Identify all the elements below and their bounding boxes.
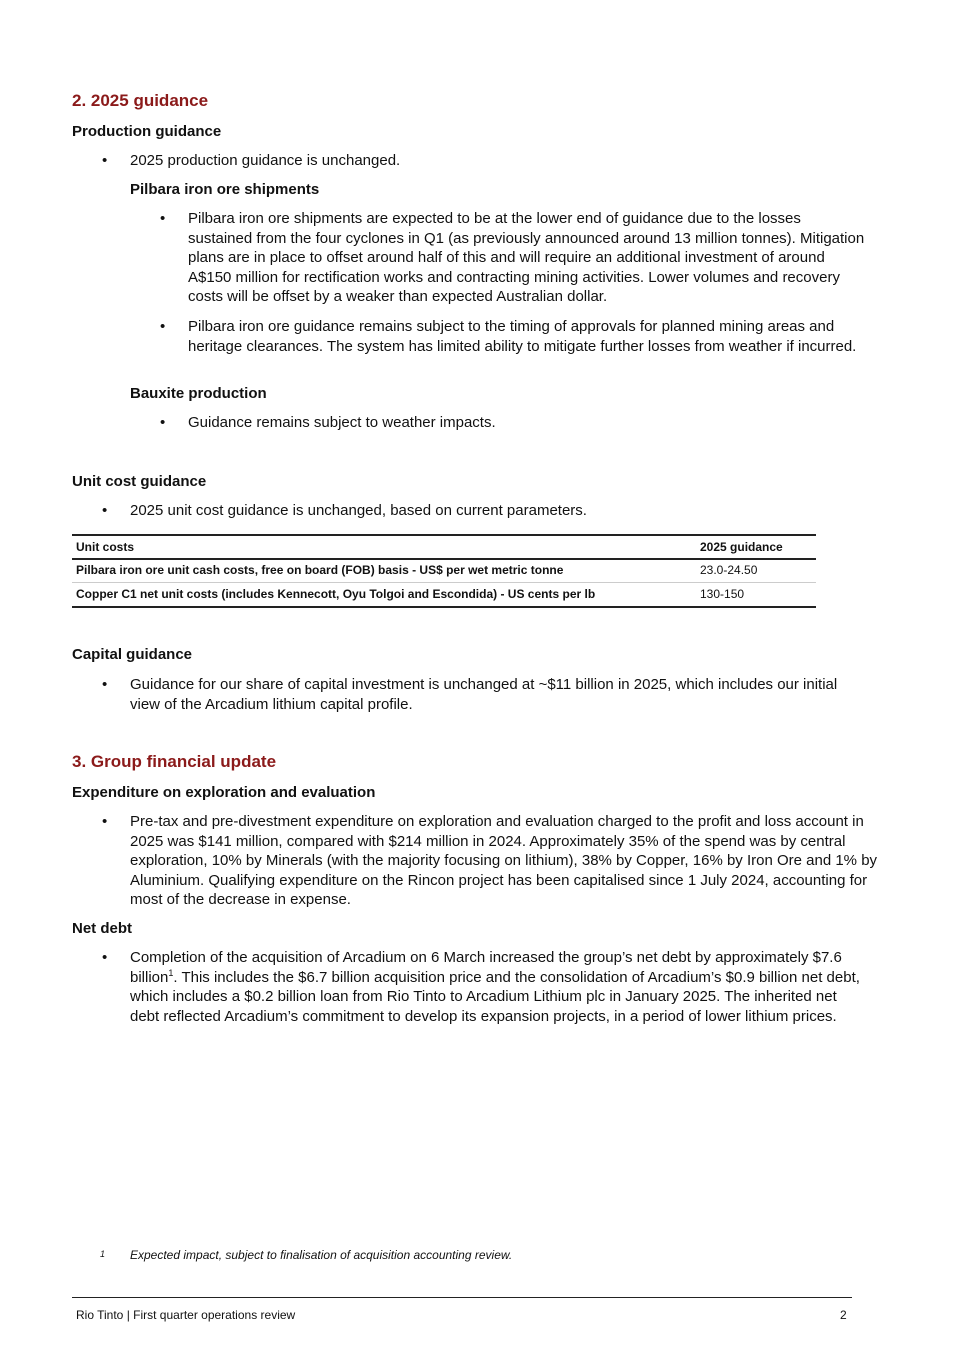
footnote-text: Expected impact, subject to finalisation of acquisition accounting review. xyxy=(130,1248,513,1262)
subheading: Bauxite production xyxy=(130,385,267,402)
list-item: • Completion of the acquisition of Arcadium on 6 March increased the group’s net debt by approximately $7.6 billion$^1$. This includes the $6.7 billion acquisition price and the consolidation of Arcadium’s $0.9 billion net debt, which includes a $0.2 billion loan from Rio Tinto to Arcadium Lithium plc in January 2025. The inherited net debt reflected Arcadium’s commitment to develop its expansion projects, in a period of lower lithium prices. xyxy=(102,949,860,1025)
table-row: Copper C1 net unit costs (includes Kennecott, Oyu Tolgoi and Escondida) - US cents per lb 130-150 xyxy=(72,583,816,607)
table-row: Pilbara iron ore unit cash costs, free on board (FOB) basis - US$ per wet metric tonne 23.0-24.50 xyxy=(72,559,816,583)
subheading: Expenditure on exploration and evaluation xyxy=(72,784,376,801)
footnote-number: 1 xyxy=(100,1249,106,1259)
footer-divider xyxy=(72,1297,852,1298)
subheading: Production guidance xyxy=(72,123,222,140)
list-item: • Pilbara iron ore shipments are expected to be at the lower end of guidance due to the losses sustained from the four cyclones in Q1 (as previously announced around 13 million tonnes). Mitigation plans are in place to offset around half of this and will require an additional investment of around A$150 million for rectification works and contracting mining activities. Lower volumes and recovery costs will be offset by a weaker than expected Australian dollar. xyxy=(160,210,865,305)
list-item: • Pre-tax and pre-divestment expenditure on exploration and evaluation charged to the profit and loss account in 2025 was $141 million, compared with $214 million in 2024. Approximately 35% of the spend was by central exploration, 10% by Minerals (with the majority focusing on lithium), 38% by Copper, 16% by Iron Ore and 1% by Aluminium. Qualifying expenditure on the Rincon project has been capitalised since 1 July 2024, accounting for most of the decrease in expense. xyxy=(102,813,878,908)
list-item: • Pilbara iron ore guidance remains subject to the timing of approvals for planned mining areas and heritage clearances. The system has limited ability to mitigate further losses from weather if incurred. xyxy=(160,318,857,355)
page-number: 2 xyxy=(840,1308,847,1322)
unit-costs-table: Unit costs 2025 guidance Pilbara iron ore unit cash costs, free on board (FOB) basis - US$ per wet metric tonne 23.0-24.50 Copper C1 net unit costs (includes Kennecott, Oyu Tolgoi and Escondida) - US cents per lb 130-150 xyxy=(72,534,816,608)
list-item: • 2025 unit cost guidance is unchanged, based on current parameters. xyxy=(102,502,587,519)
list-item: • Guidance for our share of capital investment is unchanged at ~$11 billion in 2025, which includes our initial view of the Arcadium lithium capital profile. xyxy=(102,676,838,713)
list-item: • Guidance remains subject to weather impacts. xyxy=(160,414,496,431)
section-heading: 2. 2025 guidance xyxy=(72,91,209,110)
footnote-ref[interactable]: 1 xyxy=(168,967,174,978)
list-item: • 2025 production guidance is unchanged. xyxy=(102,152,401,169)
subheading: Pilbara iron ore shipments xyxy=(130,181,320,198)
section-heading: 3. Group financial update xyxy=(72,752,277,771)
subheading: Capital guidance xyxy=(72,646,193,663)
footer-title: Rio Tinto | First quarter operations review xyxy=(76,1308,296,1322)
subheading: Net debt xyxy=(72,920,132,937)
subheading: Unit cost guidance xyxy=(72,473,207,490)
